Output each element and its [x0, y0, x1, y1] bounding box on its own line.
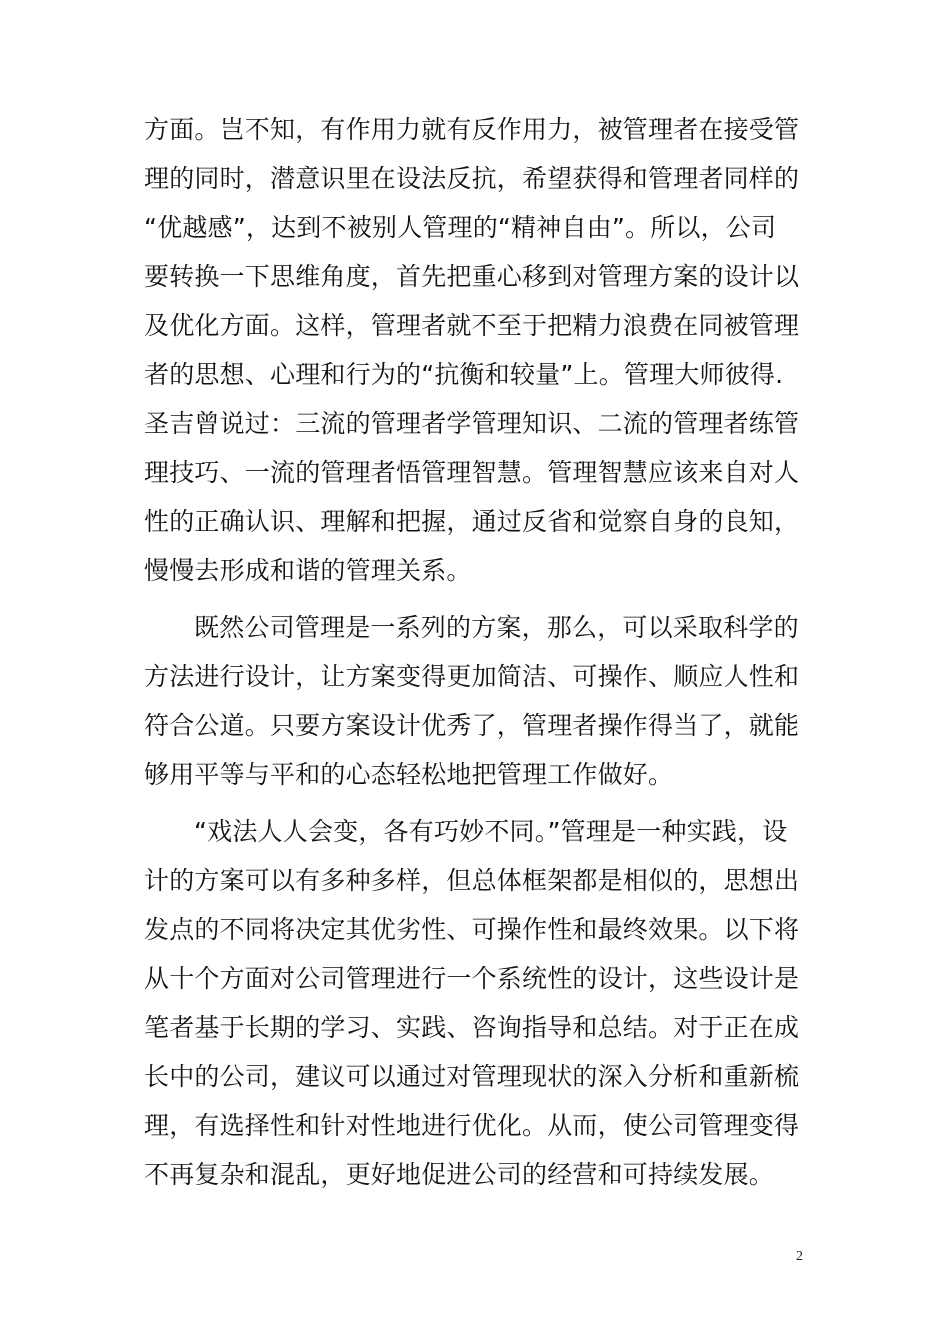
paragraph-1-line-5: 及优化方面。这样，管理者就不至于把精力浪费在同被管理 — [144, 311, 800, 340]
paragraph-1-line-9: 性的正确认识、理解和把握，通过反省和觉察自身的良知， — [144, 507, 800, 536]
paragraph-3-line-4: 从十个方面对公司管理进行一个系统性的设计，这些设计是 — [144, 964, 800, 993]
paragraph-1-line-8: 理技巧、一流的管理者悟管理智慧。管理智慧应该来自对人 — [144, 458, 800, 487]
paragraph-1-line-7: 圣吉曾说过：三流的管理者学管理知识、二流的管理者练管 — [144, 409, 800, 438]
paragraph-3-line-6: 长中的公司，建议可以通过对管理现状的深入分析和重新梳 — [144, 1062, 800, 1091]
paragraph-2-line-4: 够用平等与平和的心态轻松地把管理工作做好。 — [144, 760, 674, 789]
paragraph-3-line-7: 理，有选择性和针对性地进行优化。从而，使公司管理变得 — [144, 1111, 800, 1140]
paragraph-1-line-10: 慢慢去形成和谐的管理关系。 — [144, 556, 472, 585]
paragraph-2-line-1: 既然公司管理是一系列的方案，那么，可以采取科学的 — [194, 613, 799, 642]
paragraph-3-line-5: 笔者基于长期的学习、实践、咨询指导和总结。对于正在成 — [144, 1013, 800, 1042]
paragraph-3-line-3: 发点的不同将决定其优劣性、可操作性和最终效果。以下将 — [144, 915, 800, 944]
paragraph-1-line-6: 者的思想、心理和行为的“抗衡和较量”上。管理大师彼得. — [144, 360, 784, 389]
paragraph-2-line-3: 符合公道。只要方案设计优秀了，管理者操作得当了，就能 — [144, 711, 800, 740]
paragraph-1-line-3: “优越感”，达到不被别人管理的“精神自由”。所以，公司 — [144, 213, 777, 242]
paragraph-3-line-8: 不再复杂和混乱，更好地促进公司的经营和可持续发展。 — [144, 1160, 775, 1189]
paragraph-3-line-1: “戏法人人会变，各有巧妙不同。”管理是一种实践，设 — [194, 817, 788, 846]
paragraph-2-line-2: 方法进行设计，让方案变得更加简洁、可操作、顺应人性和 — [144, 662, 800, 691]
paragraph-3-line-2: 计的方案可以有多种多样，但总体框架都是相似的，思想出 — [144, 866, 800, 895]
paragraph-1-line-2: 理的同时，潜意识里在设法反抗，希望获得和管理者同样的 — [144, 164, 800, 193]
paragraph-1-line-1: 方面。岂不知，有作用力就有反作用力，被管理者在接受管 — [144, 115, 800, 144]
paragraph-1-line-4: 要转换一下思维角度，首先把重心移到对管理方案的设计以 — [144, 262, 800, 291]
page-number: 2 — [796, 1249, 803, 1264]
